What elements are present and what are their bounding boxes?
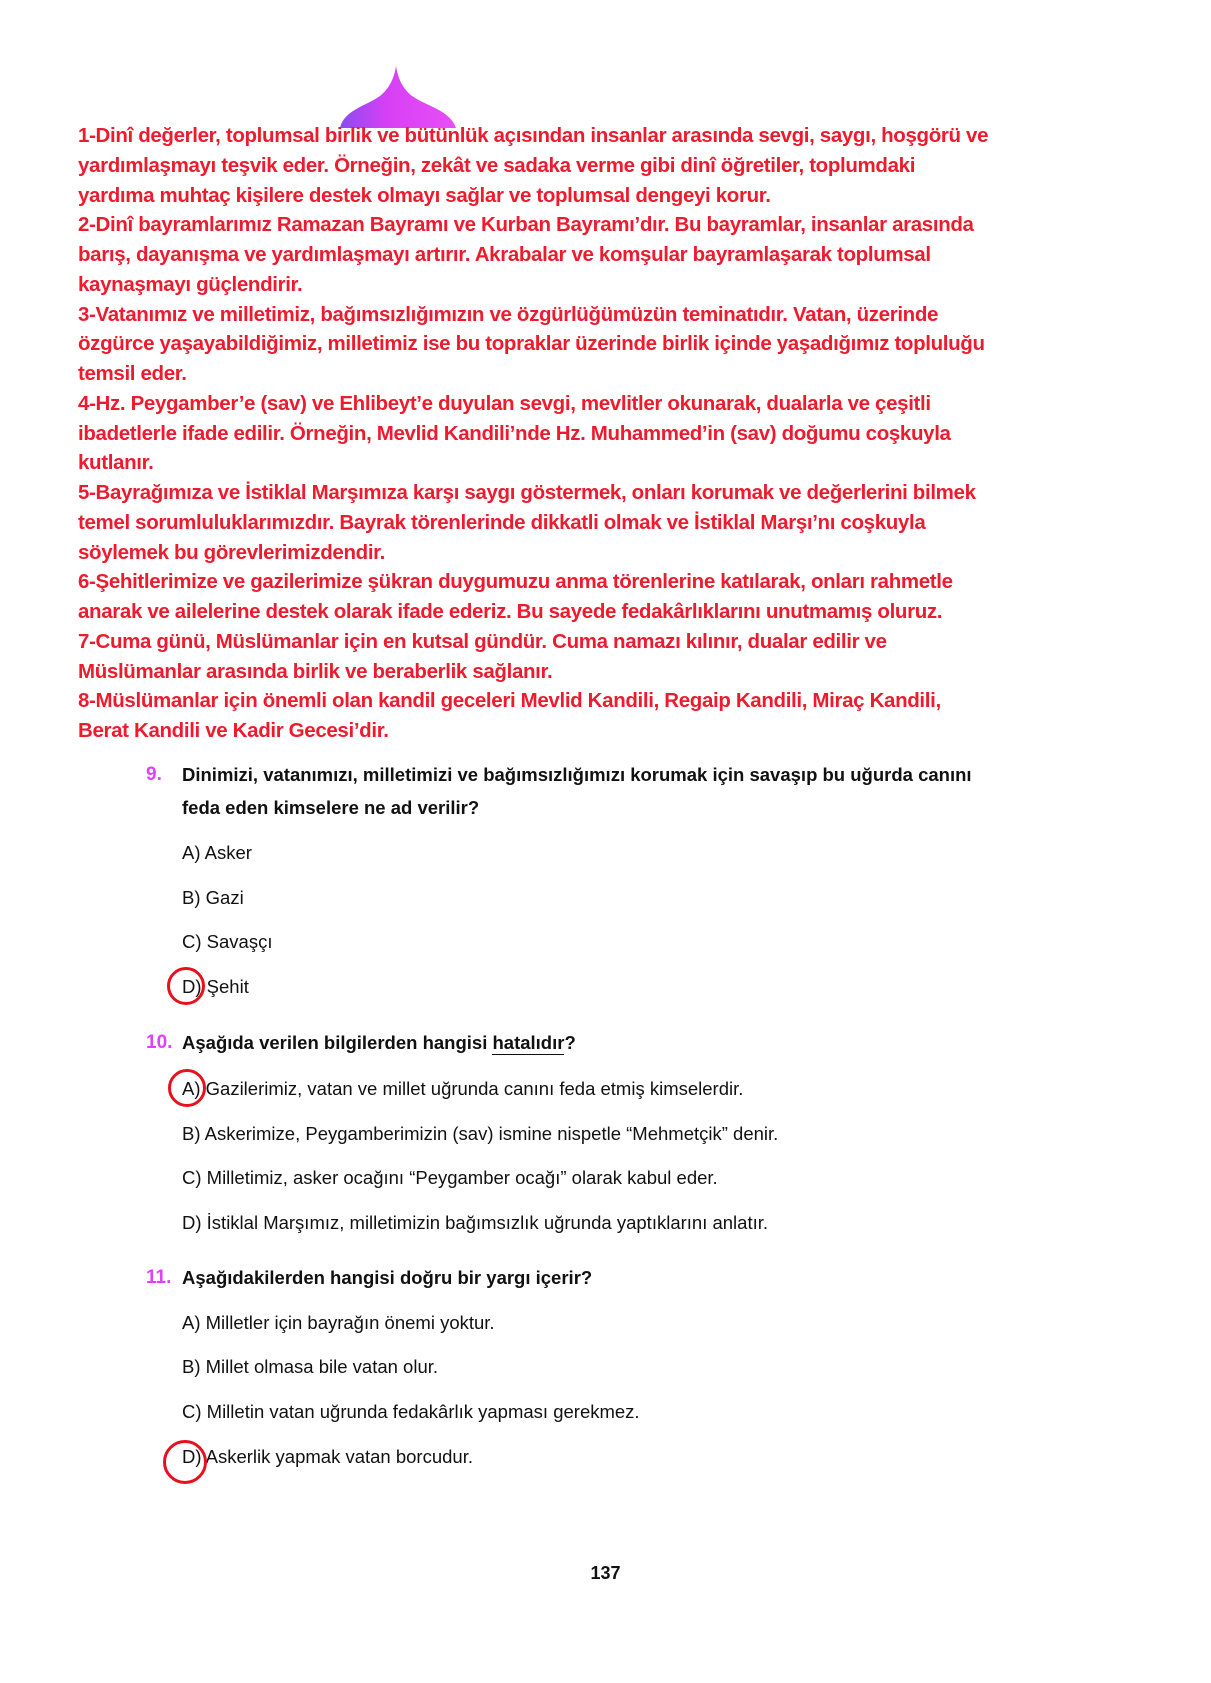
- answer-8-line: Berat Kandili ve Kadir Gecesi’dir.: [78, 719, 389, 742]
- question-11-option-c[interactable]: C) Milletin vatan uğrunda fedakârlık yapması gerekmez.: [182, 1401, 640, 1422]
- answer-6-line: anarak ve ailelerine destek olarak ifade ederiz. Bu sayede fedakârlıklarını unutmamış oluruz.: [78, 600, 943, 623]
- question-9-text-line2: feda eden kimselere ne ad verilir?: [182, 797, 480, 818]
- question-10-stem-end: ?: [564, 1032, 576, 1053]
- answer-3-line: özgürce yaşayabildiğimiz, milletimiz ise bu topraklar üzerinde birlik içinde yaşadığımız topluluğu: [78, 332, 985, 356]
- answer-7-line: 7-Cuma günü, Müslümanlar için en kutsal gündür. Cuma namazı kılınır, dualar edilir ve: [78, 629, 887, 653]
- question-10-underlined-word: hatalıdır: [492, 1032, 565, 1053]
- answer-circle-mark: [167, 967, 205, 1005]
- question-11-text: Aşağıdakilerden hangisi doğru bir yargı içerir?: [182, 1267, 593, 1288]
- answer-3-line: temsil eder.: [78, 362, 187, 385]
- answer-5-line: 5-Bayrağımıza ve İstiklal Marşımıza karşı saygı göstermek, onları korumak ve değerlerini bilmek: [78, 481, 976, 504]
- question-10-text: [182, 1030, 576, 1056]
- answer-1-line: yardıma muhtaç kişilere destek olmayı sağlar ve toplumsal dengeyi korur.: [78, 183, 771, 207]
- question-9-option-a[interactable]: A) Asker: [182, 842, 252, 863]
- question-11-number: 11.: [146, 1267, 172, 1288]
- question-10-option-b[interactable]: B) Askerimize, Peygamberimizin (sav) ismine nispetle “Mehmetçik” denir.: [182, 1123, 779, 1144]
- question-10-option-a[interactable]: A) Gazilerimiz, vatan ve millet uğrunda canını feda etmiş kimselerdir.: [182, 1078, 744, 1099]
- question-11-option-b[interactable]: B) Millet olmasa bile vatan olur.: [182, 1356, 439, 1377]
- question-10-stem: Aşağıda verilen bilgilerden hangisi: [182, 1032, 493, 1053]
- answer-1-line: yardımlaşmayı teşvik eder. Örneğin, zekât ve sadaka verme gibi dinî öğretiler, toplumdaki: [78, 153, 916, 177]
- question-11-option-d[interactable]: D) Askerlik yapmak vatan borcudur.: [182, 1446, 473, 1467]
- answer-2-line: kaynaşmayı güçlendirir.: [78, 272, 303, 296]
- dome-decoration-icon: [340, 66, 456, 128]
- answer-circle-mark: [163, 1440, 207, 1484]
- answer-2-line: 2-Dinî bayramlarımız Ramazan Bayramı ve Kurban Bayramı’dır. Bu bayramlar, insanlar arasında: [78, 213, 974, 237]
- answer-4-line: kutlanır.: [78, 451, 154, 475]
- answer-7-line: Müslümanlar arasında birlik ve beraberlik sağlanır.: [78, 659, 553, 683]
- answer-6-line: 6-Şehitlerimize ve gazilerimize şükran duygumuzu anma törenlerine katılarak, onları rahmetle: [78, 570, 953, 594]
- question-10-option-c[interactable]: C) Milletimiz, asker ocağını “Peygamber ocağı” olarak kabul eder.: [182, 1167, 718, 1188]
- answer-4-line: ibadetlerle ifade edilir. Örneğin, Mevlid Kandili’nde Hz. Muhammed’in (sav) doğumu coşkuyla: [78, 421, 951, 445]
- answer-4-line: 4-Hz. Peygamber’e (sav) ve Ehlibeyt’e duyulan sevgi, mevlitler okunarak, dualarla ve çeşitli: [78, 391, 931, 415]
- question-9-text-line1: Dinimizi, vatanımızı, milletimizi ve bağımsızlığımızı korumak için savaşıp bu uğurda canını: [182, 764, 972, 785]
- question-9-option-d[interactable]: D) Şehit: [182, 976, 249, 997]
- question-9-option-c[interactable]: C) Savaşçı: [182, 931, 273, 952]
- question-10-number: 10.: [146, 1032, 173, 1053]
- answer-5-line: temel sorumluluklarımızdır. Bayrak törenlerinde dikkatli olmak ve İstiklal Marşı’nı coşkuyla: [78, 510, 926, 534]
- answer-5-line: söylemek bu görevlerimizdendir.: [78, 540, 386, 564]
- answer-1-line: 1-Dinî değerler, toplumsal birlik ve bütünlük açısından insanlar arasında sevgi, saygı, hoşgörü ve: [78, 124, 989, 147]
- question-9-number: 9.: [146, 764, 162, 785]
- page-number: 137: [590, 1563, 621, 1583]
- answer-circle-mark: [168, 1069, 206, 1107]
- answer-8-line: 8-Müslümanlar için önemli olan kandil geceleri Mevlid Kandili, Regaip Kandili, Miraç Kandili,: [78, 689, 941, 713]
- answer-2-line: barış, dayanışma ve yardımlaşmayı artırır. Akrabalar ve komşular bayramlaşarak toplumsal: [78, 243, 931, 266]
- question-11-option-a[interactable]: A) Milletler için bayrağın önemi yoktur.: [182, 1312, 495, 1333]
- question-10-option-d[interactable]: D) İstiklal Marşımız, milletimizin bağımsızlık uğrunda yaptıklarını anlatır.: [182, 1212, 769, 1233]
- answer-3-line: 3-Vatanımız ve milletimiz, bağımsızlığımızın ve özgürlüğümüzün teminatıdır. Vatan, üzerinde: [78, 302, 939, 326]
- question-9-option-b[interactable]: B) Gazi: [182, 887, 244, 908]
